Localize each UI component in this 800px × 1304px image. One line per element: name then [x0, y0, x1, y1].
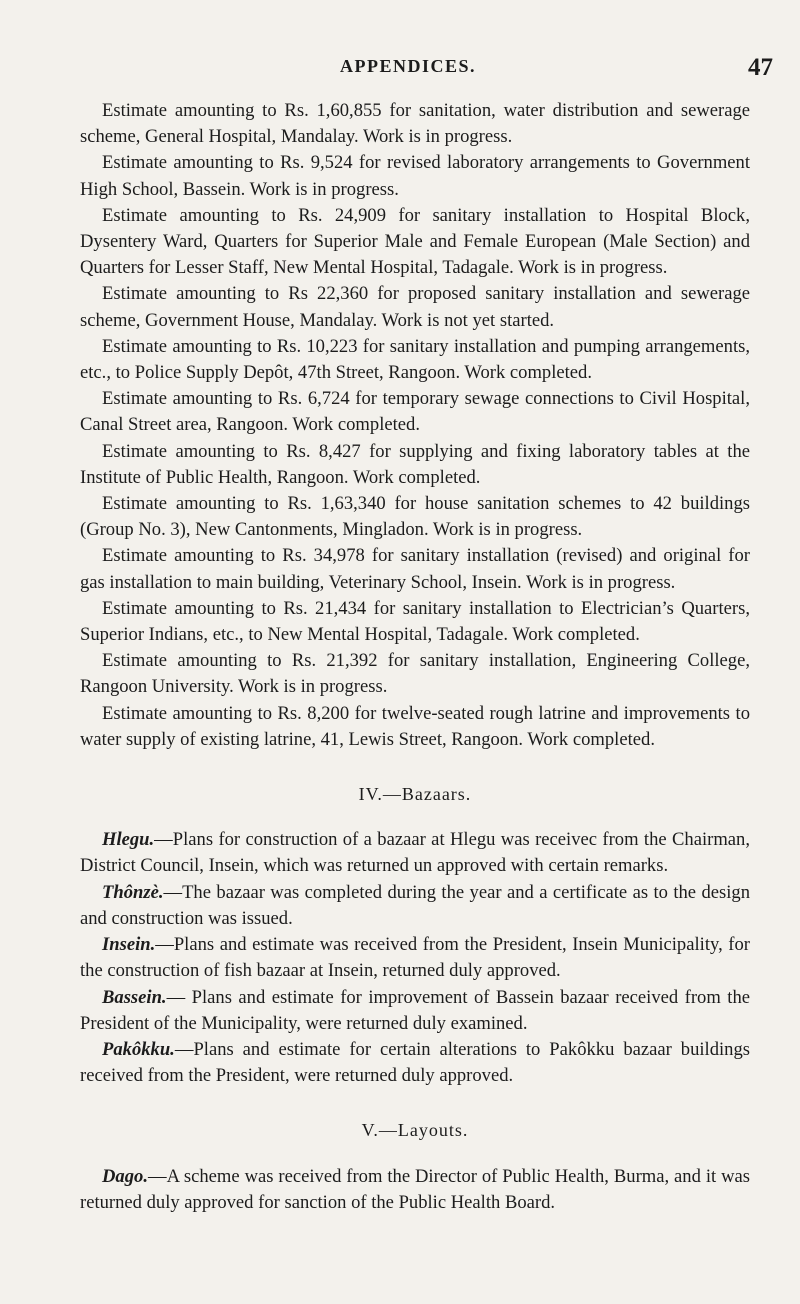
estimate-paragraph: Estimate amounting to Rs. 1,63,340 for house sanitation schemes to 42 buildings (Group No. 3), New Cantonments, Mingladon. Work is in progress. — [80, 493, 750, 541]
estimate-paragraph: Estimate amounting to Rs. 1,60,855 for sanitation, water distribution and sewerage scheme, General Hospital, Mandalay. Work is in progress. — [80, 100, 750, 148]
page-number: 47 — [748, 54, 773, 81]
estimate-paragraph: Estimate amounting to Rs. 9,524 for revised laboratory arrangements to Government High School, Bassein. Work is in progress. — [80, 152, 750, 200]
bazaar-paragraph — [80, 985, 750, 1037]
layout-paragraph — [80, 1164, 750, 1216]
place-name: Hlegu. — [102, 829, 155, 851]
estimate-paragraph: Estimate amounting to Rs. 34,978 for sanitary installation (revised) and original for gas installation to main building, Veterinary School, Insein. Work is in progress. — [80, 545, 750, 593]
place-name: Dago. — [102, 1165, 148, 1187]
paragraph-text: —Plans and estimate was received from the President, Insein Municipality, for the construction of fish bazaar at Insein, returned duly approved. — [80, 934, 750, 982]
body-text — [80, 98, 750, 1216]
section-heading-layouts: V.—Layouts. — [361, 1120, 469, 1141]
bazaar-paragraph — [80, 932, 750, 984]
bazaar-paragraph — [80, 827, 750, 879]
place-name: Insein. — [102, 934, 156, 956]
paragraph-text: —The bazaar was completed during the year and a certificate as to the design and construction was issued. — [80, 881, 750, 929]
place-name: Thônzè. — [102, 881, 164, 903]
paragraph-text: —Plans and estimate for certain alterations to Pakôkku bazaar buildings received from the President, were returned duly approved. — [80, 1038, 750, 1087]
estimate-paragraph: Estimate amounting to Rs. 8,427 for supplying and fixing laboratory tables at the Institute of Public Health, Rangoon. Work completed. — [80, 440, 750, 488]
place-name: Bassein. — [102, 986, 167, 1008]
bazaar-paragraph — [80, 1037, 750, 1089]
paragraph-text: —Plans for construction of a bazaar at Hlegu was receivec from the Chairman, District Council, Insein, which was returned un approved with certain remarks. — [80, 829, 750, 877]
estimate-paragraph: Estimate amounting to Rs. 6,724 for temporary sewage connections to Civil Hospital, Canal Street area, Rangoon. Work completed. — [80, 388, 750, 436]
estimate-paragraph: Estimate amounting to Rs. 21,392 for sanitary installation, Engineering College, Rangoon University. Work is in progress. — [80, 650, 750, 698]
estimate-paragraph: Estimate amounting to Rs 22,360 for proposed sanitary installation and sewerage scheme, Government House, Mandalay. Work is not yet started. — [80, 283, 750, 331]
page-header — [0, 56, 800, 86]
estimate-paragraph: Estimate amounting to Rs. 10,223 for sanitary installation and pumping arrangements, etc., to Police Supply Depôt, 47th Street, Rangoon. Work completed. — [80, 335, 750, 384]
paragraph-text: — Plans and estimate for improvement of Bassein bazaar received from the President of the Municipality, were returned duly examined. — [80, 986, 750, 1034]
estimate-paragraph: Estimate amounting to Rs. 24,909 for sanitary installation to Hospital Block, Dysentery Ward, Quarters for Superior Male and Female European (Male Section) and Quarters for Lesser Staff, New Mental Hospital, Tadagale. Work is in progress. — [80, 204, 750, 279]
place-name: Pakôkku. — [102, 1038, 175, 1060]
paragraph-text: —A scheme was received from the Director of Public Health, Burma, and it was returned duly approved for sanction of the Public Health Board. — [80, 1165, 750, 1213]
estimate-paragraph: Estimate amounting to Rs. 8,200 for twelve-seated rough latrine and improvements to water supply of existing latrine, 41, Lewis Street, Rangoon. Work completed. — [80, 702, 750, 750]
estimate-paragraph: Estimate amounting to Rs. 21,434 for sanitary installation to Electrician’s Quarters, Superior Indians, etc., to New Mental Hospital, Tadagale. Work completed. — [80, 597, 750, 646]
bazaar-paragraph — [80, 880, 750, 932]
running-head: APPENDICES. — [340, 56, 477, 76]
section-heading-bazaars: IV.—Bazaars. — [358, 784, 472, 805]
